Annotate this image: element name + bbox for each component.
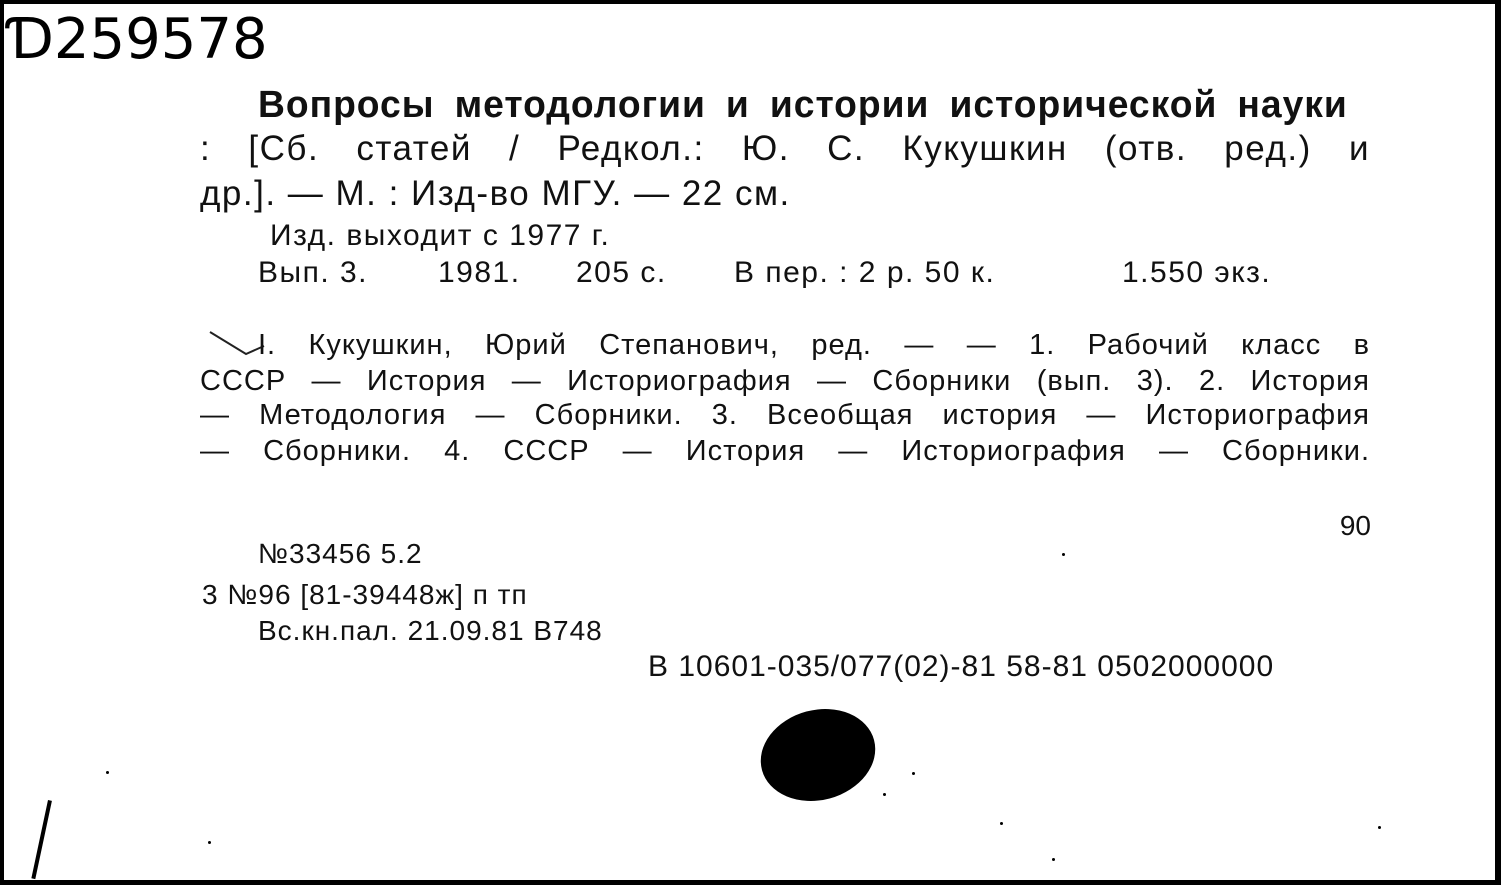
speck: [1062, 553, 1065, 556]
card-border-right: [1495, 0, 1501, 885]
card-border-left: [0, 0, 4, 885]
tracing-line-2: СССР — История — Историография — Сборники (вып. 3). 2. История: [200, 365, 1370, 397]
series-note: Изд. выходит с 1977 г.: [270, 219, 611, 252]
chamber-stamp: Вс.кн.пал. 21.09.81 В748: [258, 615, 603, 646]
issue-binding-price: В пер. : 2 р. 50 к.: [734, 256, 996, 289]
speck: [883, 793, 886, 796]
speck: [1052, 858, 1055, 861]
issue-part: Вып. 3.: [258, 256, 369, 289]
card-border-bottom: [0, 880, 1501, 885]
checkmark-icon: [206, 328, 266, 358]
title-continuation: : [Сб. статей / Редкол.: Ю. С. Кукушкин (отв. ред.) и: [200, 129, 1370, 168]
issue-copies: 1.550 экз.: [1122, 256, 1272, 289]
order-number: 3 №96 [81-39448ж] п тп: [202, 579, 528, 610]
tracing-line-4: — Сборники. 4. СССР — История — Историография — Сборники.: [200, 435, 1370, 467]
tracing-line-3: — Методология — Сборники. 3. Всеобщая история — Историография: [200, 399, 1370, 431]
catalog-code: В 10601-035/077(02)-81 58-81 0502000000: [648, 650, 1275, 683]
card-border-top: [0, 0, 1501, 4]
classification-number: 90: [1339, 510, 1371, 541]
speck: [912, 772, 915, 775]
publication-info: др.]. — М. : Изд-во МГУ. — 22 см.: [200, 174, 791, 213]
pen-mark: [31, 800, 52, 879]
speck: [106, 771, 109, 774]
issue-pages: 205 с.: [576, 256, 667, 289]
speck: [1000, 822, 1003, 825]
tracing-line-1: I. Кукушкин, Юрий Степанович, ред. — — 1. Рабочий класс в: [258, 329, 1370, 361]
punch-hole: [750, 697, 885, 814]
issue-year: 1981.: [438, 256, 521, 289]
speck: [208, 841, 211, 844]
issue-details: [258, 258, 1271, 288]
accession-number: Ɗ259578: [8, 7, 268, 72]
speck: [1378, 826, 1381, 829]
book-title: Вопросы методологии и истории исторической науки: [258, 84, 1348, 126]
registration-number: №33456 5.2: [258, 538, 423, 569]
